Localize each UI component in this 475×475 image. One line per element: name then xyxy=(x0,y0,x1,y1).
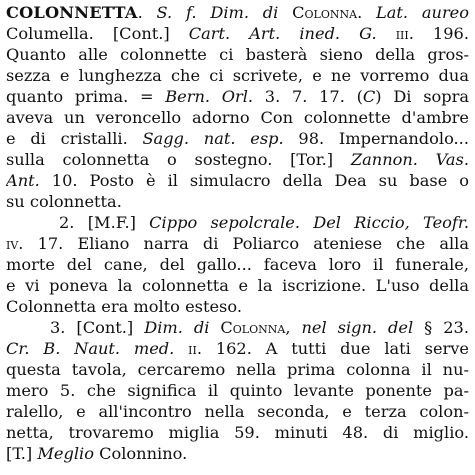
text-segment xyxy=(174,339,188,358)
text-segment: aveva un veroncello adorno Con colonnette d'ambre xyxy=(6,108,469,127)
text-line xyxy=(6,191,469,212)
text-segment: . 162. A tutti due lati serve xyxy=(196,339,469,358)
text-line xyxy=(6,296,469,317)
text-segment: Columella. [Cont.] xyxy=(6,24,189,43)
text-segment: e di cristalli. xyxy=(6,129,143,148)
text-segment: Zannon. Vas. xyxy=(350,150,469,169)
text-segment: C xyxy=(362,87,376,106)
text-segment: iii xyxy=(395,24,409,43)
text-line xyxy=(6,254,469,275)
dictionary-entry-colonnetta xyxy=(6,2,469,464)
text-line xyxy=(6,422,469,443)
text-segment: Dim. di xyxy=(144,318,221,337)
text-line xyxy=(6,401,469,422)
text-segment: Bern. Orl. xyxy=(165,87,254,106)
text-line xyxy=(6,212,469,233)
text-segment: S. f. Dim. di xyxy=(156,3,293,22)
text-segment: su colonnetta. xyxy=(6,192,122,211)
text-segment: , xyxy=(285,318,302,337)
text-segment: ) Di sopra xyxy=(375,87,469,106)
text-segment: Colonnino. xyxy=(93,444,188,463)
text-segment: e vi poneva la colonnetta e la iscrizione. L'uso della xyxy=(6,276,469,295)
text-segment: Colonnetta era molto esteso. xyxy=(6,297,242,316)
text-segment: netta, trovaremo miglia 59. minuti 48. di miglio. xyxy=(6,423,469,442)
text-segment: mero 5. che significa il quinto levante ponente pa- xyxy=(6,381,469,400)
text-line xyxy=(6,380,469,401)
text-segment: 2. [M.F.] xyxy=(6,213,150,232)
text-line xyxy=(6,86,469,107)
text-segment: morte del cane, del gallo... faceva loro il funerale, xyxy=(6,255,469,274)
text-segment: § 23. xyxy=(413,318,469,337)
text-line xyxy=(6,275,469,296)
text-segment: Colonna xyxy=(220,318,286,337)
text-line xyxy=(6,170,469,191)
text-segment: Meglio xyxy=(37,444,94,463)
text-line xyxy=(6,233,469,254)
text-segment: questa tavola, cercaremo nella prima colonna il nu- xyxy=(6,360,469,379)
text-line xyxy=(6,107,469,128)
text-line xyxy=(6,149,469,170)
text-segment: Colonna xyxy=(292,3,358,22)
text-line xyxy=(6,338,469,359)
text-segment: Ant. xyxy=(6,171,40,190)
text-segment: nel sign. del xyxy=(301,318,414,337)
text-segment: Cippo sepolcrale. Del Riccio, Teofr. xyxy=(149,213,469,232)
text-segment: . 196. xyxy=(408,24,469,43)
text-segment: . xyxy=(137,3,157,22)
text-segment: . xyxy=(357,3,377,22)
text-segment: ii xyxy=(188,339,197,358)
text-line xyxy=(6,443,469,464)
text-segment: iv xyxy=(6,234,19,253)
text-segment: ralello, e all'incontro nella seconda, e terza colon- xyxy=(6,402,469,421)
text-segment: Cart. Art. ined. G. xyxy=(188,24,396,43)
text-segment: Cr. B. Naut. med. xyxy=(6,339,175,358)
text-segment: quanto prima. = xyxy=(6,87,166,106)
text-line xyxy=(6,44,469,65)
text-segment: . 17. Eliano narra di Poliarco ateniese che alla xyxy=(18,234,469,253)
text-line xyxy=(6,317,469,338)
text-line xyxy=(6,128,469,149)
text-segment: 98. Impernandolo... xyxy=(283,129,469,148)
text-segment: 10. Posto è il simulacro della Dea su base o xyxy=(39,171,469,190)
text-line xyxy=(6,65,469,86)
text-line xyxy=(6,359,469,380)
text-segment: 3. [Cont.] xyxy=(6,318,145,337)
text-line xyxy=(6,23,469,44)
text-segment: 3. 7. 17. ( xyxy=(253,87,363,106)
text-segment: Lat. aureo xyxy=(376,3,469,22)
text-segment: COLONNETTA xyxy=(6,3,138,22)
text-segment: sulla colonnetta o sostegno. [Tor.] xyxy=(6,150,351,169)
text-segment: [T.] xyxy=(6,444,38,463)
text-segment: Quanto alle colonnette ci basterà sieno della gros- xyxy=(6,45,469,64)
text-line xyxy=(6,2,469,23)
text-segment: Sagg. nat. esp. xyxy=(142,129,284,148)
text-segment: sezza e lunghezza che ci scrivete, e ne vorremo dua xyxy=(6,66,469,85)
